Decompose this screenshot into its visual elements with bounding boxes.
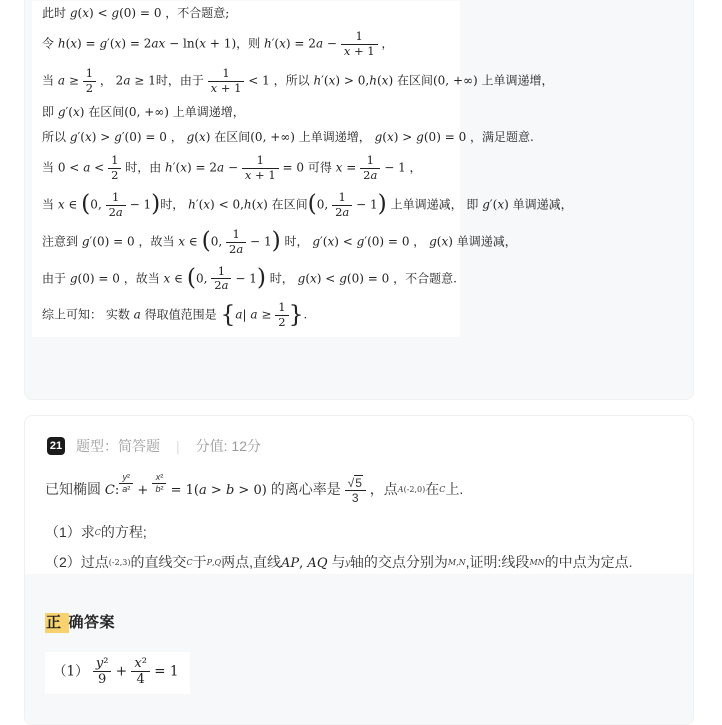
- solution-line: [42, 299, 456, 330]
- solution-line: [42, 189, 573, 219]
- correct-answer-title: [45, 611, 693, 632]
- text-run: （1）求: [45, 524, 95, 541]
- inline-math-small: C: [186, 558, 193, 568]
- text-run: 得取值范围是: [140, 308, 221, 323]
- math-run: = 0: [282, 161, 305, 176]
- math-run: − 1: [235, 271, 257, 286]
- text-run: 在区间: [84, 104, 125, 119]
- math-run: 0 < a <: [57, 161, 105, 176]
- math-run: x ∈: [57, 197, 78, 212]
- solution-line: [42, 262, 457, 293]
- math-run: +: [115, 663, 128, 680]
- question-stem: [45, 473, 673, 504]
- math-run: (0, +∞): [432, 73, 478, 88]
- text-run: 时，: [160, 197, 189, 212]
- correct-answer-section: [25, 574, 693, 724]
- math-run: x ∈: [178, 234, 198, 249]
- math-run: h′(x) < 0,h(x): [188, 197, 268, 212]
- math-upright-run: .: [303, 308, 308, 323]
- text-run: ，则: [236, 37, 264, 52]
- question-header: [25, 416, 693, 456]
- math-run: = 1: [154, 663, 179, 680]
- math-run: g(x) > g(0) = 0: [374, 130, 467, 145]
- math-run: (0, +∞): [124, 104, 169, 119]
- math-run: (0, +∞): [250, 130, 295, 145]
- text-run: 上单调递增，: [294, 130, 375, 145]
- math-run: a ≥: [57, 73, 79, 88]
- text-run: （2）过点: [45, 554, 109, 571]
- big-delimiter: ): [151, 189, 161, 218]
- text-run: 单调递减，: [452, 234, 517, 249]
- text-run: ，不合题意.: [389, 271, 457, 286]
- answer-formula-image: [45, 652, 190, 694]
- math-run: 0,: [210, 234, 223, 249]
- text-run: ，: [377, 37, 394, 52]
- big-delimiter: (: [81, 189, 91, 218]
- text-run: 在: [425, 481, 440, 498]
- text-run: ，故当: [119, 271, 164, 286]
- question-part-1: [45, 522, 673, 542]
- text-run: 上单调递增，: [477, 73, 554, 88]
- text-run: 在区间: [393, 73, 433, 88]
- fraction: $\frac{1}{2}$: [83, 68, 96, 94]
- text-run: ，: [166, 130, 187, 145]
- math-run: g(x) < g(0) = 0: [297, 271, 390, 286]
- fraction: $\frac{1}{2a}$: [360, 155, 380, 181]
- text-run: ，所以: [269, 73, 314, 88]
- inline-math-small: C: [94, 528, 101, 538]
- inline-math-small: C: [439, 485, 446, 495]
- math-run: g(x) < g(0) = 0: [69, 6, 162, 20]
- fraction: $\frac{\text{x²}}{\text{b²}}$: [152, 473, 166, 494]
- big-delimiter: }: [288, 299, 304, 328]
- text-run: 的离心率是: [266, 481, 345, 498]
- text-run: 此时: [42, 6, 70, 20]
- math-run: h′(x) = 2a −: [263, 37, 337, 52]
- big-delimiter: (: [186, 262, 196, 291]
- math-run: − 1: [384, 161, 406, 176]
- math-run: = 1(a > b > 0): [170, 483, 267, 499]
- text-run: 的中点为定点.: [544, 554, 633, 571]
- text-run: 由于: [42, 271, 70, 286]
- fraction: $\frac{1}{x + 1}$: [341, 31, 378, 57]
- solution-math-image: [32, 1, 573, 337]
- math-run: g′(x) < g′(0) = 0: [312, 234, 410, 249]
- math-upright-run: |: [242, 308, 247, 323]
- solution-line: [42, 105, 456, 120]
- math-run: 0,: [196, 271, 208, 286]
- math-run: g(x): [429, 234, 453, 249]
- question-type-label: 题型：简答题: [76, 438, 160, 454]
- big-delimiter: (: [307, 189, 317, 218]
- math-run: (x + 1): [194, 37, 237, 52]
- math-run: − 1: [129, 197, 152, 212]
- math-run: g′(x): [482, 197, 509, 212]
- math-run: h(x) = g′(x) = 2ax −: [57, 37, 180, 52]
- fraction: $\frac{1}{2a}$: [332, 192, 352, 218]
- text-run: 即: [42, 104, 58, 119]
- question-part-2: [45, 552, 673, 572]
- text-run: 两点,直线: [221, 554, 281, 571]
- big-delimiter: ): [271, 226, 281, 255]
- text-run: 注意到: [42, 234, 82, 249]
- math-upright-run: ln: [183, 37, 195, 52]
- big-delimiter: (: [201, 226, 211, 255]
- inline-math-small: A(-2,0): [397, 485, 426, 495]
- text-run: 的方程;: [100, 524, 147, 541]
- text-run: 上.: [445, 481, 464, 498]
- text-run: 当: [42, 161, 58, 176]
- math-run: a: [133, 308, 141, 323]
- fraction: $\frac{\text{x²}}{4}$: [131, 657, 150, 687]
- fraction: $\frac{\text{y²}}{9}$: [93, 657, 112, 687]
- question-card: [24, 415, 694, 725]
- text-run: ，故当: [134, 234, 179, 249]
- fraction: $\frac{\text{y²}}{\text{a²}}$: [119, 473, 133, 494]
- header-divider: |: [176, 438, 180, 454]
- inline-math-small: y: [345, 558, 350, 568]
- text-run: 已知椭圆: [45, 481, 105, 498]
- math-run: 0,: [316, 197, 329, 212]
- math-run: − 1: [250, 234, 272, 249]
- math-run: g(0) = 0: [69, 271, 120, 286]
- solution-line: [42, 6, 456, 21]
- text-run: ，不合题意;: [161, 6, 230, 20]
- fraction: $\frac{1}{x + 1}$: [208, 68, 245, 94]
- text-run: 于: [192, 554, 207, 571]
- math-run: +: [137, 483, 149, 499]
- big-delimiter: ): [377, 189, 387, 218]
- math-run: 0,: [90, 197, 102, 212]
- fraction: $\frac{1}{2a}$: [226, 229, 246, 255]
- previous-answer-card: [24, 0, 694, 400]
- text-run: ，: [96, 73, 116, 88]
- text-run: ，点: [365, 481, 398, 498]
- math-run: g′(0) = 0: [81, 234, 135, 249]
- answer-title-rest: 确答案: [68, 614, 116, 631]
- text-run: ，满足题意.: [466, 130, 534, 145]
- solution-line: [42, 226, 517, 256]
- text-run: 当: [42, 73, 58, 88]
- math-run: h′(x) = 2a −: [165, 161, 239, 176]
- text-run: ，: [409, 234, 430, 249]
- solution-line: [42, 66, 554, 95]
- math-run: a ≥: [250, 308, 272, 323]
- math-run: g(x): [186, 130, 211, 145]
- question-number-badge: 21: [47, 437, 65, 455]
- solution-line: [42, 155, 456, 181]
- inline-math-small: M,N: [447, 558, 466, 568]
- text-run: 上单调递增，: [168, 104, 245, 119]
- math-run: h′(x) > 0,h(x): [313, 73, 394, 88]
- text-run: （1）: [53, 663, 93, 680]
- math-run: AP, AQ: [281, 556, 328, 572]
- text-run: 综上可知： 实数: [42, 308, 134, 323]
- text-run: 时，: [265, 271, 298, 286]
- text-run: 的直线交: [130, 554, 187, 571]
- text-run: 上单调递减， 即: [386, 197, 483, 212]
- fraction: $\frac{1}{x + 1}$: [242, 155, 279, 181]
- text-run: 在区间: [210, 130, 251, 145]
- text-run: 当: [42, 197, 58, 212]
- text-run: 轴的交点分别为: [349, 554, 448, 571]
- big-delimiter: {: [220, 299, 236, 328]
- answer-title-highlight: 正: [45, 613, 69, 633]
- text-run: 所以: [42, 130, 70, 145]
- big-delimiter: ): [256, 262, 266, 291]
- sqrt-fraction: $\frac{√5}{3}$: [345, 477, 366, 504]
- question-score-label: 分值: 12分: [195, 438, 261, 454]
- fraction: $\frac{1}{2}$: [275, 302, 288, 328]
- math-run: − 1: [356, 197, 378, 212]
- fraction: $\frac{1}{2a}$: [211, 266, 231, 292]
- solution-line: [42, 31, 456, 57]
- math-run: 2a ≥ 1: [115, 73, 156, 88]
- math-run: C:: [104, 483, 120, 499]
- text-run: 时，由: [121, 161, 166, 176]
- text-run: ,证明:线段: [465, 554, 530, 571]
- text-run: 与: [327, 554, 346, 571]
- solution-line: [42, 130, 534, 145]
- inline-math-small: MN: [529, 558, 545, 568]
- text-run: 单调递减，: [508, 197, 573, 212]
- text-run: 时，由于: [155, 73, 208, 88]
- math-run: a: [235, 308, 243, 323]
- math-run: g′(x) > g′(0) = 0: [69, 130, 167, 145]
- math-run: < 1: [248, 73, 270, 88]
- fraction: $\frac{1}{2}$: [108, 155, 121, 181]
- math-run: x ∈: [163, 271, 184, 286]
- math-run: g′(x): [57, 104, 85, 119]
- fraction: $\frac{1}{2a}$: [106, 192, 126, 218]
- inline-math-small: (-2,3): [108, 558, 131, 568]
- text-run: 时，: [280, 234, 313, 249]
- text-run: 在区间: [267, 197, 308, 212]
- text-run: 可得: [304, 161, 336, 176]
- text-run: ，: [405, 161, 422, 176]
- inline-math-small: P,Q: [206, 558, 222, 568]
- text-run: 令: [42, 37, 58, 52]
- math-run: x =: [335, 161, 357, 176]
